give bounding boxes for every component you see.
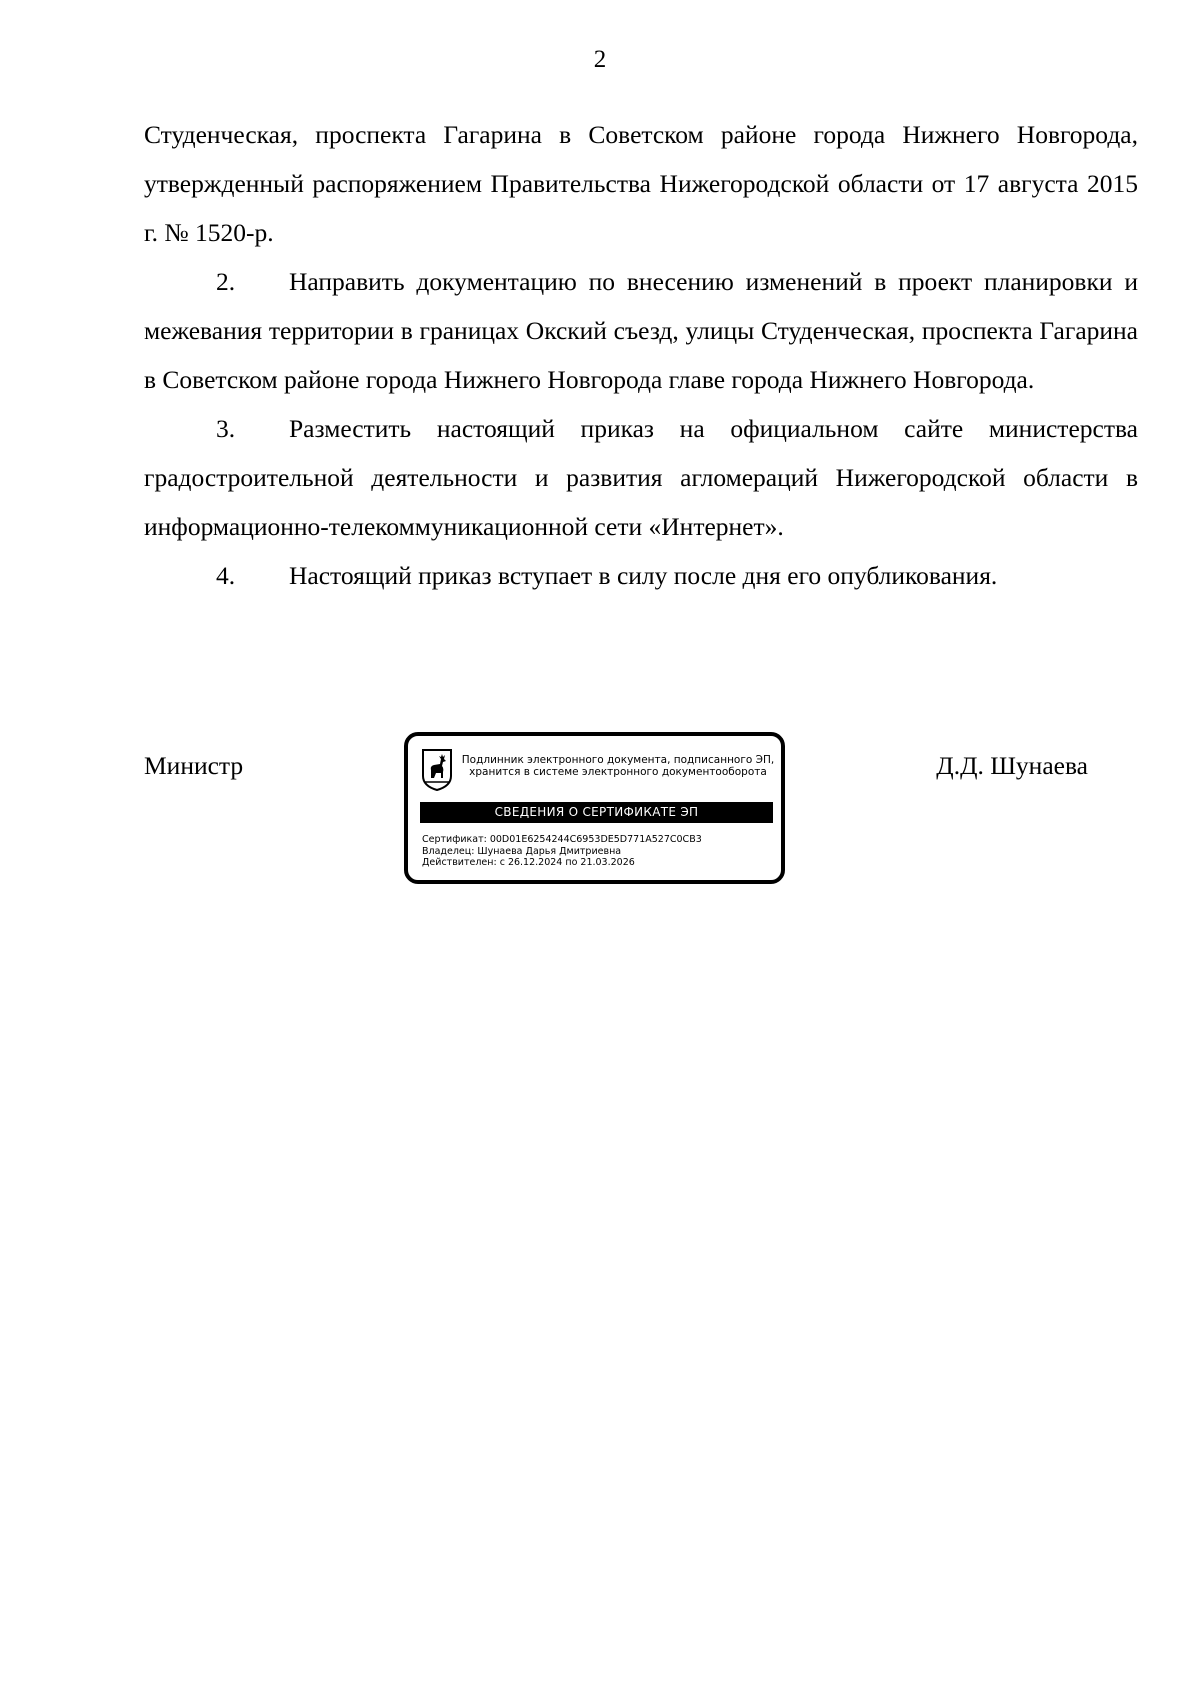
certificate-info-title: СВЕДЕНИЯ О СЕРТИФИКАТЕ ЭП <box>420 802 773 823</box>
item-number: 4. <box>216 561 236 590</box>
list-item <box>144 404 1138 551</box>
certificate-number: Сертификат: 00D01E6254244C6953DE5D771A527C0CB3 <box>422 834 702 845</box>
item-number: 3. <box>216 414 236 443</box>
stamp-header-line: хранится в системе электронного документооборота <box>469 766 767 778</box>
electronic-signature-stamp <box>404 732 785 884</box>
certificate-owner: Владелец: Шунаева Дарья Дмитриевна <box>422 845 622 857</box>
stamp-header-line: Подлинник электронного документа, подписанного ЭП, <box>461 754 775 766</box>
signer-position: Министр <box>144 751 244 780</box>
page-number: 2 <box>593 46 607 73</box>
certificate-validity: Действителен: с 26.12.2024 по 21.03.2026 <box>422 857 635 868</box>
signature-block <box>144 740 1088 900</box>
item-text: Разместить настоящий приказ на официальном сайте министерства градостроительной деятельности и развития агломераций Нижегородской области в информационно-телекоммуникационной сети «Интернет». <box>144 414 1138 541</box>
item-text: Направить документацию по внесению изменений в проект планировки и межевания территории в границах Окский съезд, улицы Студенческая, проспекта Гагарина в Советском районе города Нижнего Новгорода главе города Нижнего Новгорода. <box>144 267 1138 394</box>
certificate-details <box>422 834 777 869</box>
stamp-header <box>458 754 778 778</box>
item-text: Настоящий приказ вступает в силу после дня его опубликования. <box>289 561 998 590</box>
list-item <box>144 551 1138 600</box>
item-number: 2. <box>216 267 236 296</box>
list-item <box>144 257 1138 404</box>
signer-name: Д.Д. Шунаева <box>936 751 1088 780</box>
document-body <box>144 110 1138 600</box>
lead-paragraph: Студенческая, проспекта Гагарина в Советском районе города Нижнего Новгорода, утвержденный распоряжением Правительства Нижегородской области от 17 августа 2015 г. № 1520-р. <box>144 120 1138 247</box>
deer-coat-of-arms-icon <box>420 748 454 792</box>
